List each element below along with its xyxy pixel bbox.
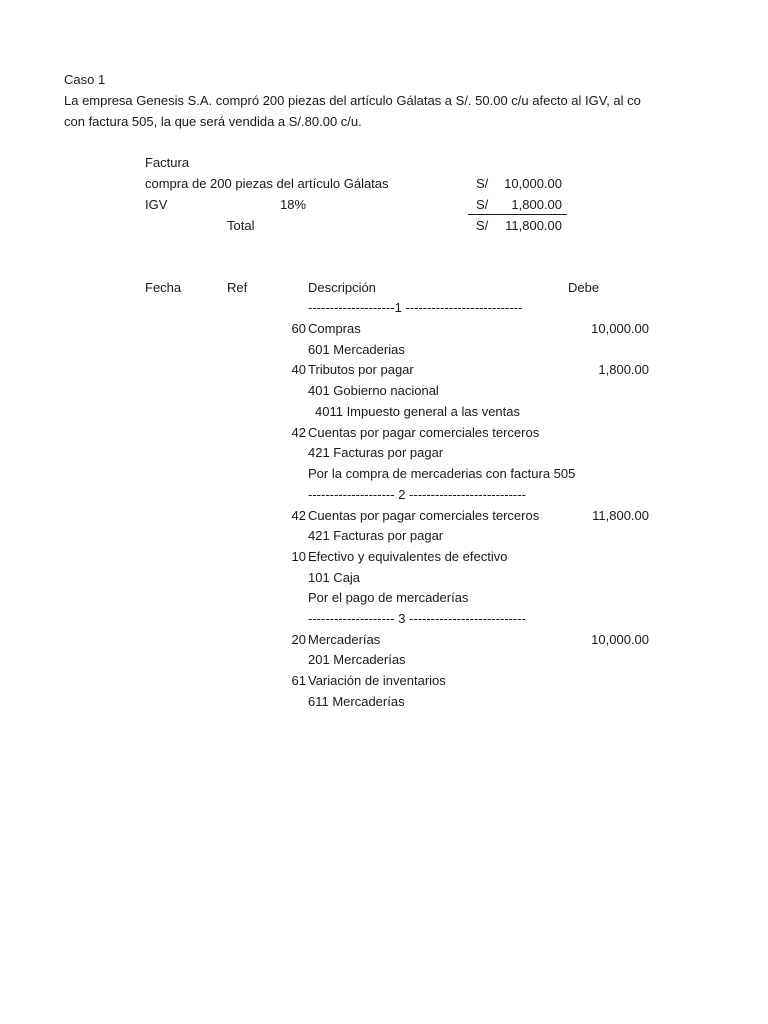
case-title: Caso 1: [64, 72, 106, 87]
journal-header-fecha: Fecha: [145, 280, 182, 295]
invoice-total-rule: [468, 214, 567, 215]
entry-2-account-name: Cuentas por pagar comerciales terceros: [308, 508, 540, 523]
entry-1-debe-amount: 1,800.00: [598, 362, 649, 377]
entry-1-account-code: 60: [291, 321, 306, 336]
entry-1-account-code: 42: [291, 425, 306, 440]
entry-1-account-name: Cuentas por pagar comerciales terceros: [308, 425, 540, 440]
entry-3-account-code: 20: [291, 632, 306, 647]
invoice-item-amount: 10,000.00: [504, 176, 562, 191]
invoice-igv-currency: S/: [476, 197, 489, 212]
invoice-item-description: compra de 200 piezas del artículo Gálatas: [145, 176, 389, 191]
case-description-line-1: La empresa Genesis S.A. compró 200 piezas del artículo Gálatas a S/. 50.00 c/u afecto al IGV, al co: [64, 93, 641, 108]
entry-2-account-name: Efectivo y equivalentes de efectivo: [308, 549, 508, 564]
entry-1-account-name: Tributos por pagar: [308, 362, 414, 377]
entry-3-debe-amount: 10,000.00: [591, 632, 649, 647]
entry-2-account-code: 42: [291, 508, 306, 523]
entry-1-separator: --------------------1 ---------------------------: [308, 300, 523, 315]
invoice-item-currency: S/: [476, 176, 489, 191]
entry-3-subaccount: 201 Mercaderías: [308, 652, 406, 667]
invoice-total-label: Total: [227, 218, 255, 233]
entry-1-account-code: 40: [291, 362, 306, 377]
entry-1-debe-amount: 10,000.00: [591, 321, 649, 336]
entry-3-account-code: 61: [291, 673, 306, 688]
entry-3-separator: -------------------- 3 ---------------------------: [308, 611, 526, 626]
entry-1-gloss: Por la compra de mercaderias con factura 505: [308, 466, 576, 481]
entry-3-account-name: Variación de inventarios: [308, 673, 446, 688]
entry-2-account-code: 10: [291, 549, 306, 564]
invoice-heading: Factura: [145, 155, 190, 170]
entry-2-separator: -------------------- 2 ---------------------------: [308, 487, 526, 502]
invoice-igv-rate: 18%: [280, 197, 307, 212]
entry-2-subaccount: 421 Facturas por pagar: [308, 528, 444, 543]
journal-header-ref: Ref: [227, 280, 248, 295]
invoice-igv-label: IGV: [145, 197, 168, 212]
journal-header-descripcion: Descripción: [308, 280, 376, 295]
entry-2-debe-amount: 11,800.00: [592, 508, 649, 523]
journal-header-debe: Debe: [568, 280, 600, 295]
entry-2-subaccount: 101 Caja: [308, 570, 361, 585]
entry-1-subaccount: 401 Gobierno nacional: [308, 383, 439, 398]
invoice-total-currency: S/: [476, 218, 489, 233]
entry-1-account-name: Compras: [308, 321, 361, 336]
entry-1-subaccount: 601 Mercaderias: [308, 342, 405, 357]
invoice-total-amount: 11,800.00: [505, 218, 562, 233]
invoice-igv-amount: 1,800.00: [511, 197, 562, 212]
entry-3-subaccount: 611 Mercaderías: [308, 694, 405, 709]
entry-2-gloss: Por el pago de mercaderías: [308, 590, 469, 605]
entry-1-subaccount: 421 Facturas por pagar: [308, 445, 444, 460]
case-description-line-2: con factura 505, la que será vendida a S/.80.00 c/u.: [64, 114, 362, 129]
entry-1-division: 4011 Impuesto general a las ventas: [315, 404, 521, 419]
entry-3-account-name: Mercaderías: [308, 632, 381, 647]
